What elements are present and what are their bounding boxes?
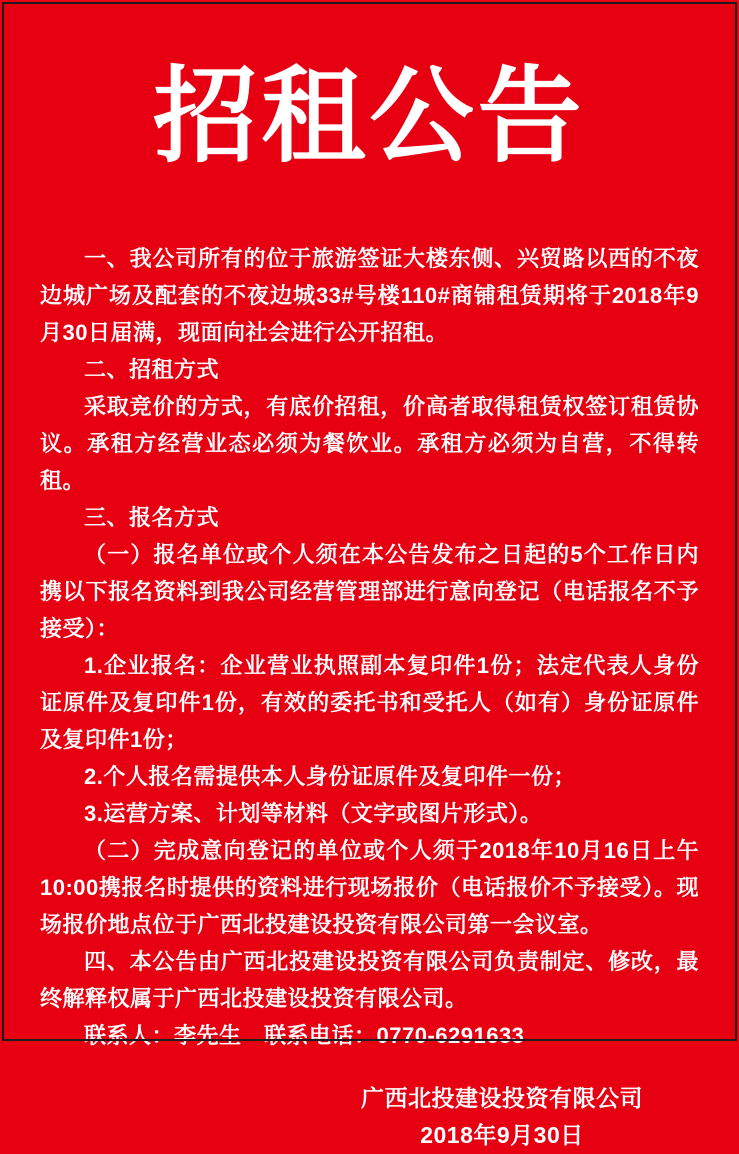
- paragraph-intro: 一、我公司所有的位于旅游签证大楼东侧、兴贸路以西的不夜边城广场及配套的不夜边城33#号楼110#商铺租赁期将于2018年9月30日届满，现面向社会进行公开招租。: [40, 245, 699, 345]
- poster-title: 招租公告: [153, 60, 586, 175]
- paragraph-registration-1: （一）报名单位或个人须在本公告发布之日起的5个工作日内携以下报名资料到我公司经营管理部进行意向登记（电话报名不予接受）：: [40, 541, 699, 641]
- paragraph-interpretation: 四、本公告由广西北投建设投资有限公司负责制定、修改，最终解释权属于广西北投建设投资有限公司。: [40, 948, 699, 1011]
- signature-date: 2018年9月30日: [420, 1121, 584, 1148]
- section-heading-rental-method: 二、招租方式: [84, 356, 220, 382]
- section-heading-registration: 三、报名方式: [84, 504, 220, 530]
- list-item-individual: 2.个人报名需提供本人身份证原件及复印件一份；: [84, 763, 576, 789]
- list-item-plan: 3.运营方案、计划等材料（文字或图片形式）。: [84, 800, 543, 826]
- list-item-enterprise: 1.企业报名：企业营业执照副本复印件1份；法定代表人身份证原件及复印件1份，有效的委托书和受托人（如有）身份证原件及复印件1份；: [40, 652, 699, 752]
- signature-block: [40, 1080, 699, 1154]
- paragraph-rental-method: 采取竞价的方式，有底价招租，价高者取得租赁权签订租赁协议。承租方经营业态必须为餐饮业。承租方必须为自营，不得转租。: [40, 393, 699, 493]
- poster-body: [40, 240, 699, 1154]
- contact-line: 联系人：李先生 联系电话：0770-6291633: [84, 1022, 525, 1048]
- signature-company: 广西北投建设投资有限公司: [361, 1084, 643, 1111]
- paragraph-registration-2: （二）完成意向登记的单位或个人须于2018年10月16日上午10:00携报名时提供的资料进行现场报价（电话报价不予接受）。现场报价地点位于广西北投建设投资有限公司第一会议室。: [40, 837, 699, 937]
